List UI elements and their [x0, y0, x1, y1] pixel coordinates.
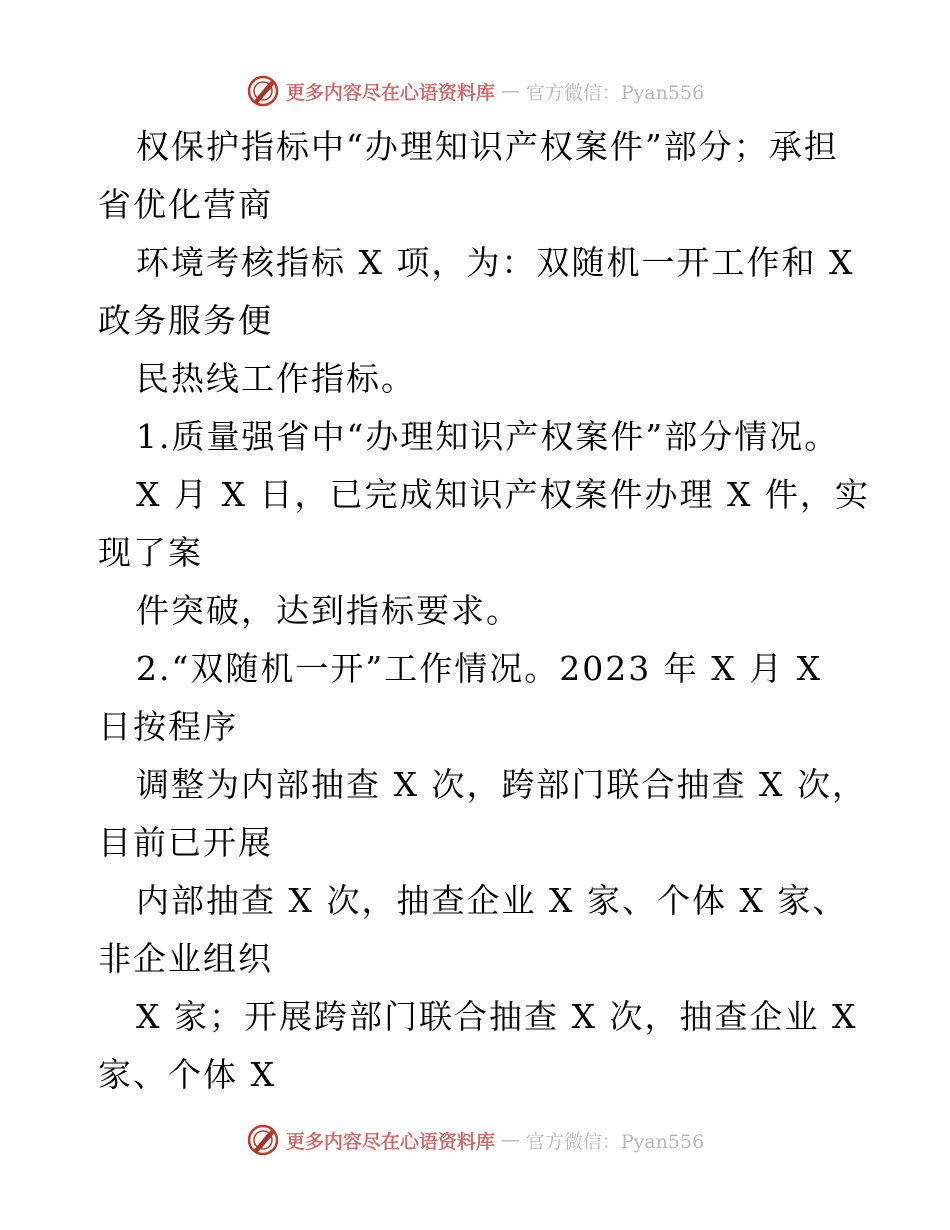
text-line: 目前已开展: [98, 823, 273, 862]
header-watermark: [0, 71, 950, 111]
watermark-wechat: 官方微信：Pyan556: [525, 81, 705, 104]
footer-watermark: [0, 1120, 950, 1160]
text-line: 日按程序: [98, 707, 238, 746]
text-line: 权保护指标中“办理知识产权案件”部分；承担: [136, 127, 839, 166]
text-line: 件突破，达到指标要求。: [136, 591, 521, 630]
text-line: X 家；开展跨部门联合抽查 X 次，抽查企业 X: [136, 997, 858, 1036]
pen-logo-icon: [246, 1123, 280, 1157]
text-line: X 月 X 日，已完成知识产权案件办理 X 件，实: [136, 475, 870, 514]
text-line: 非企业组织: [98, 939, 273, 978]
watermark-dash: —: [500, 80, 520, 102]
text-line: 现了案: [98, 533, 203, 572]
body-text: [98, 118, 870, 1104]
text-line: 1.质量强省中“办理知识产权案件”部分情况。: [136, 417, 840, 456]
text-line: 内部抽查 X 次，抽查企业 X 家、个体 X 家、: [136, 881, 848, 920]
text-line: 政务服务便: [98, 301, 273, 340]
text-line: 环境考核指标 X 项，为：双随机一开工作和 X: [136, 243, 855, 282]
watermark-text: 更多内容尽在心语资料库: [285, 81, 495, 104]
text-line: 民热线工作指标。: [136, 359, 416, 398]
text-line: 省优化营商: [98, 185, 273, 224]
pen-logo-icon: [246, 74, 280, 108]
watermark-text: 更多内容尽在心语资料库: [285, 1130, 495, 1153]
watermark-dash: —: [500, 1129, 520, 1151]
text-line: 2.“双随机一开”工作情况。2023 年 X 月 X: [136, 649, 823, 688]
watermark-wechat: 官方微信：Pyan556: [525, 1130, 705, 1153]
text-line: 家、个体 X: [98, 1055, 276, 1094]
text-line: 调整为内部抽查 X 次，跨部门联合抽查 X 次，: [136, 765, 867, 804]
